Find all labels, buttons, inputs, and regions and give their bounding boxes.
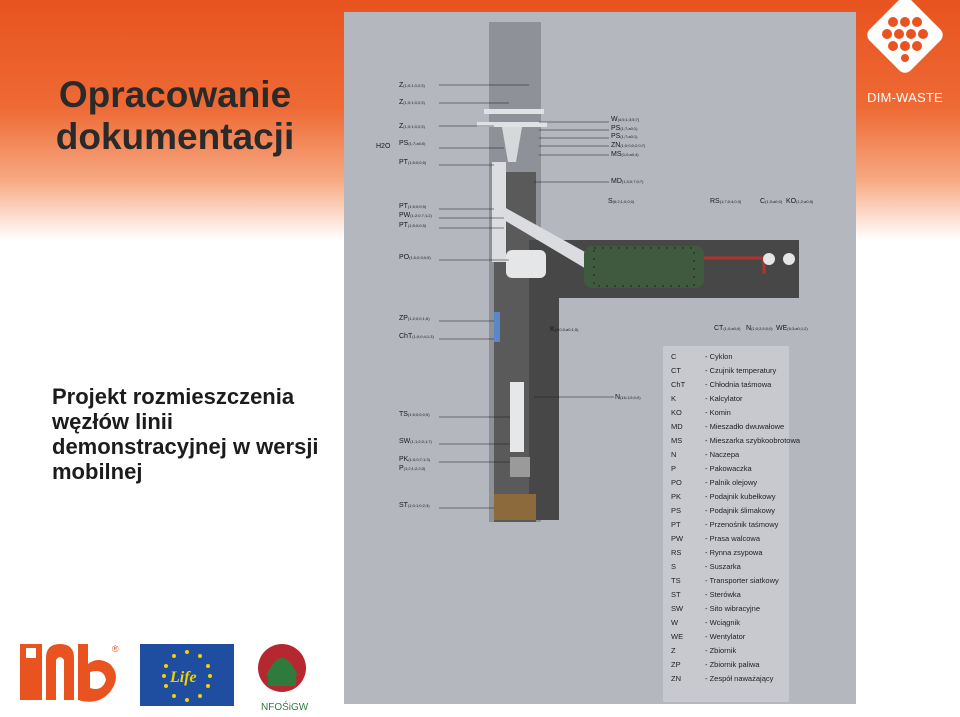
legend-row: WE - Wentylator (671, 632, 746, 641)
imb-logo (20, 644, 119, 702)
label-ct: CT(1;0;a0;4) (714, 325, 741, 332)
slide-title (40, 74, 310, 158)
legend-row: ChT - Chłodnia taśmowa (671, 380, 772, 389)
label-sw: SW(1;1;2;0;1;7) (399, 438, 432, 445)
label-ps-r1: PS(1;7;a0;1) (611, 125, 638, 132)
legend-row: PO - Palnik olejowy (671, 478, 758, 487)
eu-life-logo (140, 644, 234, 706)
label-z-2: Z(1;0;1;0;2;3) (399, 99, 425, 106)
legend-row: ZP - Zbiornik paliwa (671, 660, 760, 669)
stack (783, 253, 795, 265)
label-pt-1: PT(1;5;0;0;5) (399, 159, 427, 166)
legend-row: PS - Podajnik ślimakowy (671, 506, 776, 515)
label-zp: ZP(1;2;0;0;1;6) (399, 315, 430, 322)
legend-row: MS - Mieszarka szybkoobrotowa (671, 436, 801, 445)
label-ps-r2: PS(1;7;a0;1) (611, 133, 638, 140)
dim-waste-logo-diamond (864, 0, 946, 76)
nfosigw-logo (258, 644, 309, 713)
label-we: WE(6;3;a0;1;2) (776, 325, 808, 332)
legend-row: S - Suszarka (671, 562, 741, 571)
legend-row: KO - Komin (671, 408, 731, 417)
label-z-1: Z(1;0;1;0;2;3) (399, 82, 425, 89)
label-ko: KO(1;2;a0;5) (786, 198, 814, 205)
label-w: W(4;5;1;3;5;7) (611, 116, 640, 123)
top-frame (484, 109, 544, 114)
legend-row: PT - Przenośnik taśmowy (671, 520, 779, 529)
label-rs: RS(1;7;0;4;0;3) (710, 198, 742, 205)
legend-row: W - Wciągnik (671, 618, 741, 627)
slide-title-line2: dokumentacji (55, 116, 295, 157)
label-ts: TS(1;5;0;0;0;5) (399, 411, 430, 418)
burner (506, 250, 546, 278)
label-z-3: Z(1;0;1;0;2;3) (399, 123, 425, 130)
legend-row: MD - Mieszadło dwuwałowe (671, 422, 785, 431)
slide-subtitle: Projekt rozmieszczenia węzłów linii demonstracyjnej w wersji mobilnej (52, 384, 319, 484)
label-s: S(6;2;1;0;0;0) (608, 198, 635, 205)
footer-logos (0, 630, 344, 717)
legend-row: ZN - Zespół naważający (671, 674, 774, 683)
legend (663, 346, 801, 702)
label-zn: ZN(1;0;0;0;2;0;7) (611, 142, 646, 149)
label-pw: PW(1;2;0;7;1;2) (399, 212, 432, 219)
label-po: PO(1;0;0;3;0;5) (399, 254, 431, 261)
label-n-2: N(16;1;5;0;0) (615, 394, 641, 401)
legend-row: ST - Sterówka (671, 590, 741, 599)
legend-row: C - Cyklon (671, 352, 733, 361)
label-md: MD(1;3;0;7;0;7) (611, 178, 644, 185)
dryer-drum (584, 246, 704, 288)
legend-row: P - Pakowaczka (671, 464, 752, 473)
label-c: C(1;3;a0;0) (760, 198, 783, 205)
label-n-1: N(1;0;2;5;0;0) (746, 325, 773, 332)
label-cht: ChT(1;0;0;4;1;3) (399, 333, 434, 340)
cyclone (763, 253, 775, 265)
legend-row: PK - Podajnik kubełkowy (671, 492, 776, 501)
legend-row: SW - Sito wibracyjne (671, 604, 761, 613)
label-pt-2: PT(1;5;0;0;5) (399, 203, 427, 210)
label-st: ST(1;0;1;0;2;3) (399, 502, 430, 509)
legend-row: N - Naczepa (671, 450, 740, 459)
label-k: K(4;0;3;a0;1;5) (550, 326, 579, 333)
imb-registered-mark: ® (112, 644, 119, 654)
label-h2o: H2O (376, 143, 391, 150)
slide-title-line1: Opracowanie (58, 74, 292, 115)
label-ps: PS(1;7;a0;0) (399, 140, 426, 147)
control-room (494, 494, 536, 520)
legend-row: RS - Rynna zsypowa (671, 548, 763, 557)
legend-row: PW - Prasa walcowa (671, 534, 761, 543)
legend-row: CT - Czujnik temperatury (671, 366, 777, 375)
life-text: Life (170, 669, 197, 686)
left-labels (376, 82, 434, 509)
label-ms: MS(1;0;a0;4) (611, 151, 639, 158)
corner-block (529, 240, 559, 520)
packer (510, 457, 530, 477)
label-pt-3: PT(1;5;0;0;5) (399, 222, 427, 229)
label-pk: PK(1;0;0;7;1;3) (399, 456, 430, 463)
fuel-tank (494, 312, 500, 342)
bucket-elevator (510, 382, 524, 452)
legend-row: TS - Transporter siatkowy (671, 576, 779, 585)
legend-row: K - Kalcylator (671, 394, 743, 403)
legend-row: Z - Zbiornik (671, 646, 737, 655)
label-p: P(1;2;1;2;2;3) (399, 465, 426, 472)
dim-waste-brand-text: DIM-WASTE (867, 90, 943, 105)
nfosigw-text: NFOŚiGW (261, 702, 309, 713)
